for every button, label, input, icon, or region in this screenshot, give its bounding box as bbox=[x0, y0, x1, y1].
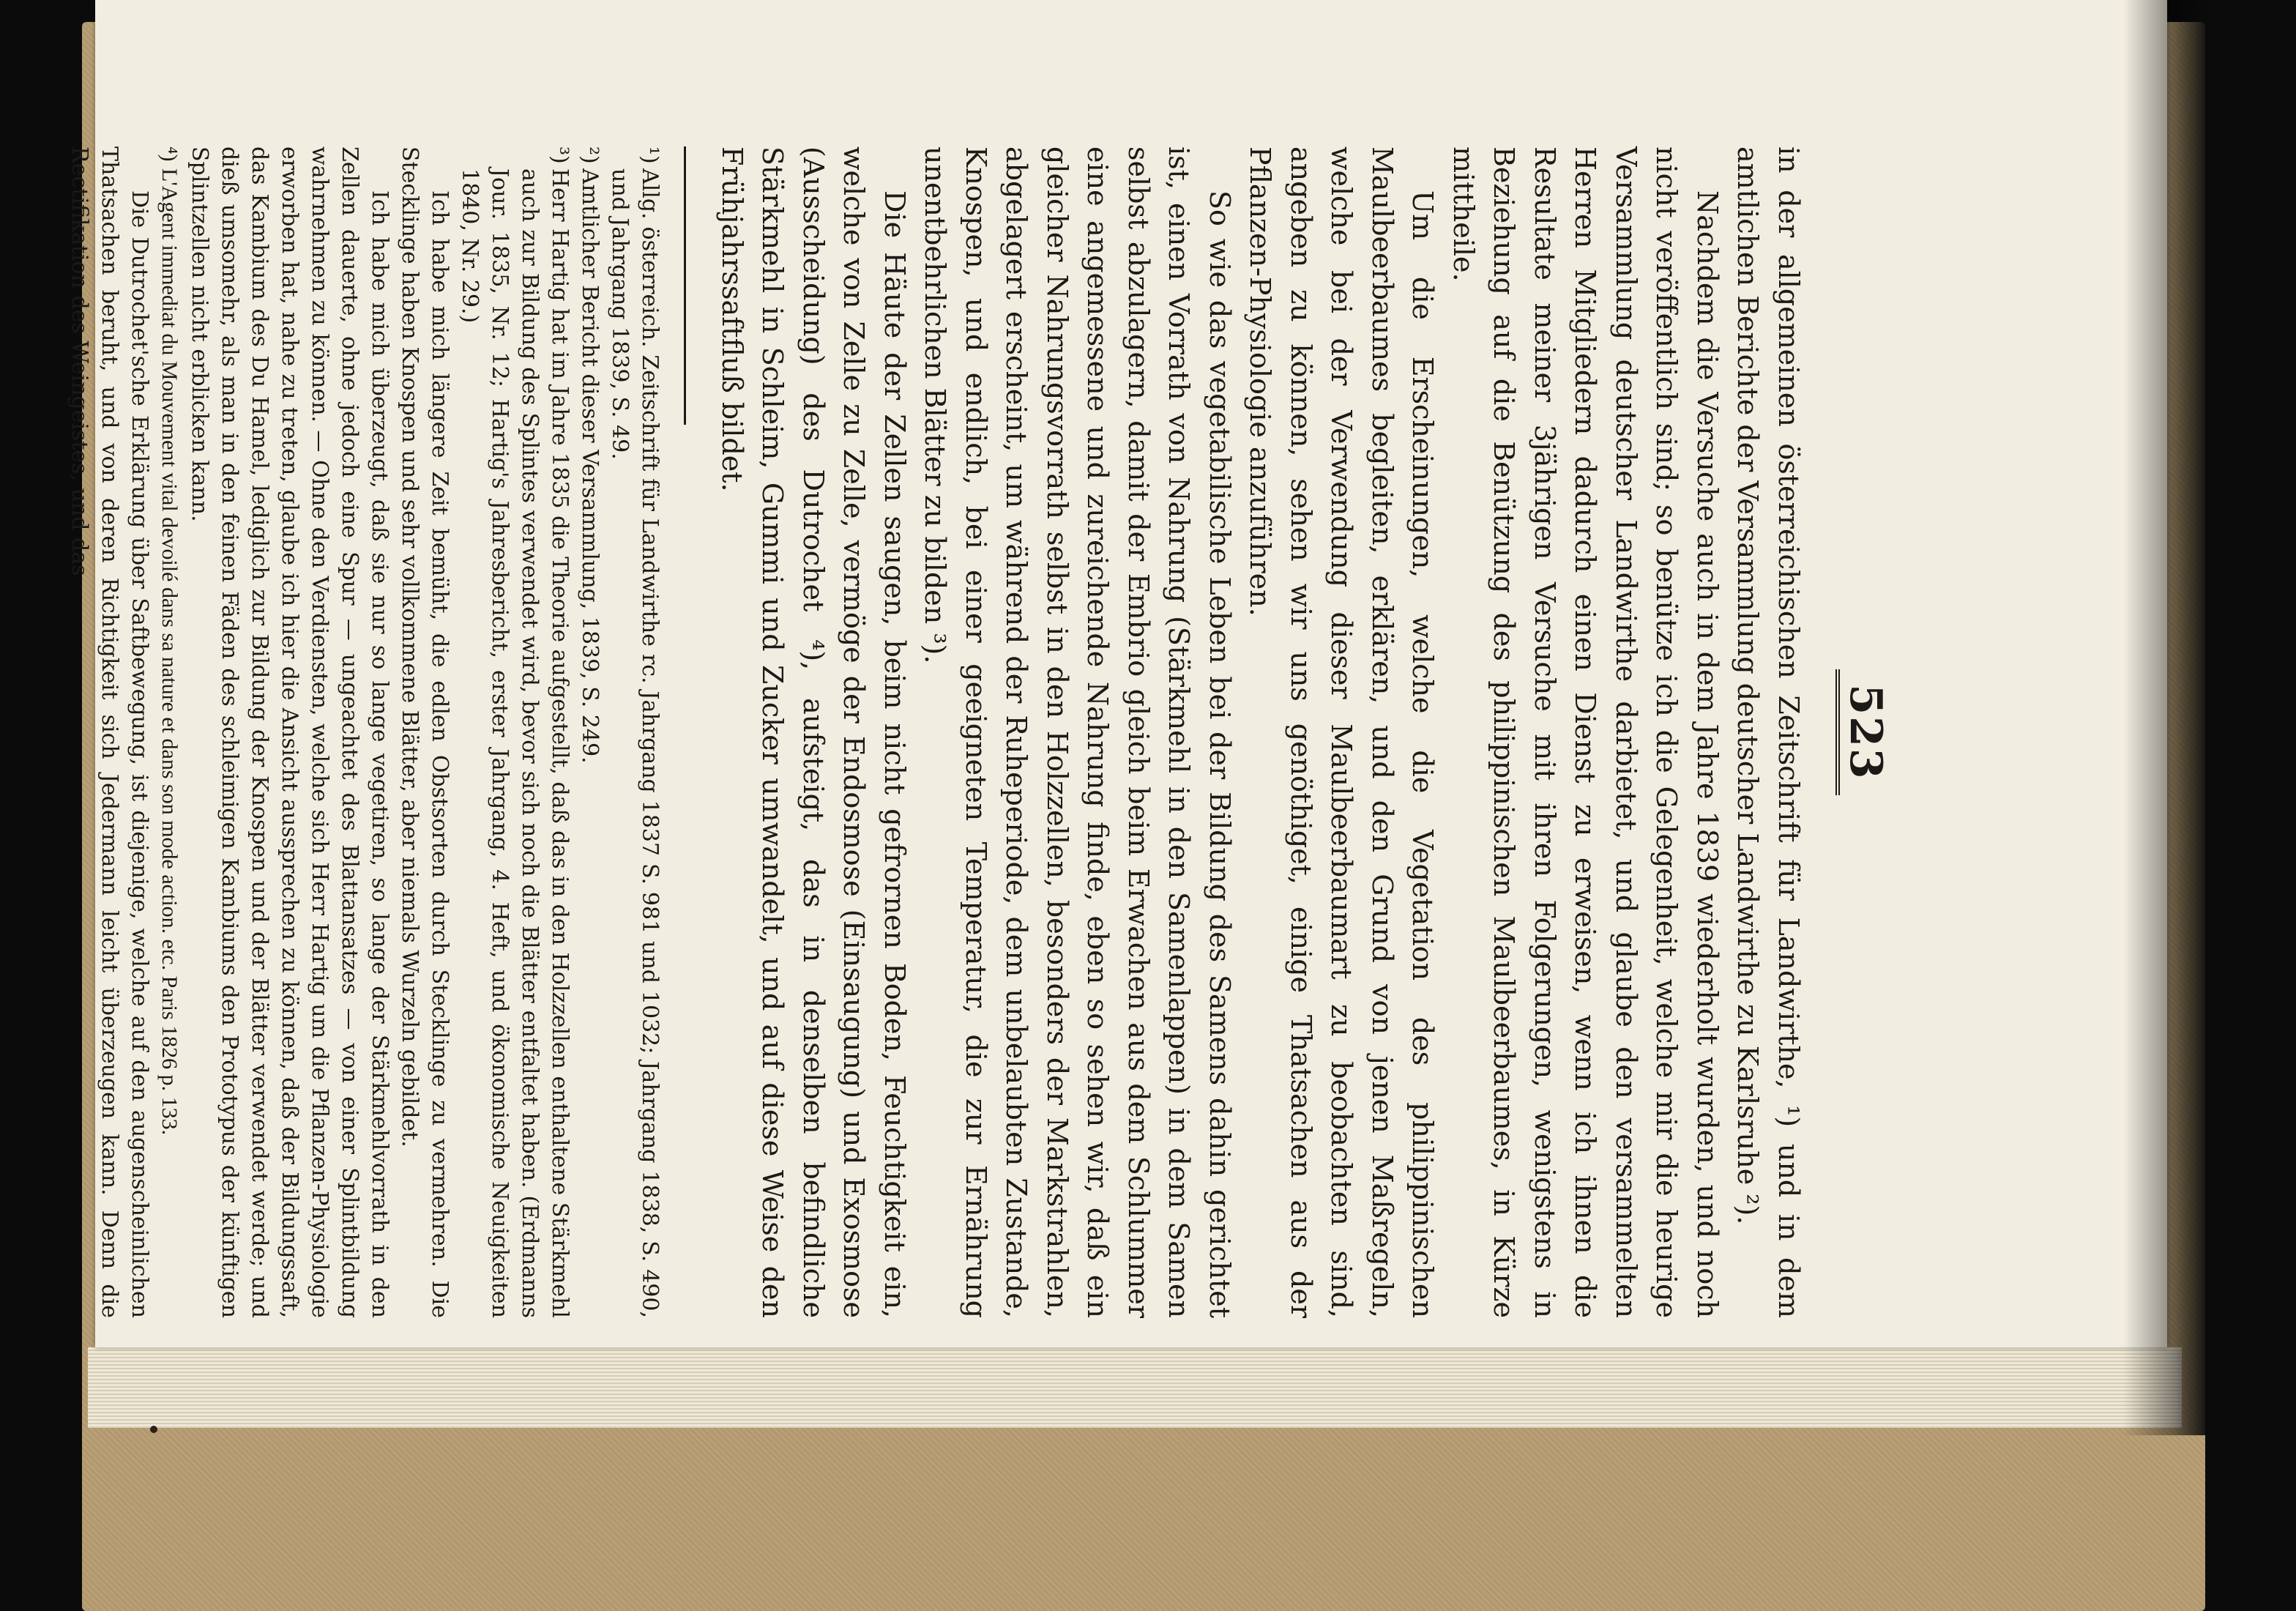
footnote-mark: ³) bbox=[547, 146, 573, 164]
page-header bbox=[1830, 146, 1896, 1318]
body-paragraph: Nachdem die Versuche auch in dem Jahre 1839 wiederholt wurden, und noch nicht veröffentlich sind; so benütze ich die Gelegenheit, welche mir die heurige Versammlung deutscher Landwirthe darbietet, und glaube den versammelten Herren Mitgliedern dadurch einen Dienst zu erweisen, wenn ich ihnen die Resultate meiner 3jährigen Versuche mit ihren Folgerungen, wenigstens in Beziehung auf die Benützung des philippinischen Maulbeerbaumes, in Kürze mittheile. bbox=[1447, 146, 1723, 1318]
footnote-mark: ¹) bbox=[637, 146, 663, 164]
body-paragraph: in der allgemeinen österreichischen Zeitschrift für Landwirthe, ¹) und in dem amtlichen Berichte der Versammlung deutscher Landwirthe zu Karlsruhe ²). bbox=[1732, 146, 1805, 1318]
rotated-text-block bbox=[67, 146, 1896, 1318]
page-edges bbox=[88, 1347, 2182, 1428]
cover-tack bbox=[150, 1426, 157, 1433]
footnote-separator bbox=[685, 146, 687, 425]
footnote-text: Amtlicher Bericht dieser Versammlung, 1839, S. 249. bbox=[577, 168, 603, 764]
footnote-text: L'Agent immediat du Mouvement vital devoilé dans sa nature et dans son mode action. etc. Paris 1826 p. 133. bbox=[157, 168, 182, 1136]
body-paragraph: Um die Erscheinungen, welche die Vegetation des philippinischen Maulbeerbaumes begleiten, erklären, und den Grund von jenen Maßregeln, welche bei der Verwendung dieser Maulbeerbaumart zu beobachten sind, angeben zu können, sehen wir uns genöthiget, einige Thatsachen aus der Pflanzen-Physiologie anzuführen. bbox=[1244, 146, 1439, 1318]
footnote-paragraph: Ich habe mich längere Zeit bemüht, die edlen Obstsorten durch Stecklinge zu vermehren. Die Stecklinge haben Knospen und sehr vollkommene Blätter, aber niemals Wurzeln gebildet. bbox=[397, 146, 453, 1318]
footnote-mark: ⁴) bbox=[157, 146, 182, 162]
page-number: 523 bbox=[1835, 669, 1891, 795]
footnotes bbox=[65, 146, 666, 1318]
footnote-text: Herr Hartig hat im Jahre 1835 die Theorie aufgestellt, daß das in den Holzzellen enthaltene Stärkmehl auch zur Bildung des Splintes verwendet wird, bevor sich noch die Blätter entfaltet haben. (Erdmanns Jour. 1835, Nr. 12; Hartig's Jahresbericht, erster Jahrgang, 4. Heft, und ökonomische Neuigkeiten 1840, Nr. 29.) bbox=[457, 168, 573, 1318]
body-text bbox=[712, 146, 1809, 1318]
footnote-mark: ²) bbox=[577, 146, 603, 164]
footnote bbox=[155, 146, 185, 1318]
footnote-paragraph: Ich habe mich überzeugt, daß sie nur so lange vegetiren, so lange der Stärkmehlvorrath in den Zellen dauerte, ohne jedoch eine Spur — ungeachtet des Blattansatzes — von einer Splintbildung wahrnehmen zu können. — Ohne den Verdiensten, welche sich Herr Hartig um die Pflanzen-Physiologie erworben hat, nahe zu treten, glaube ich hier die Ansicht aussprechen zu können, daß der Bildungssaft, das Kambium des Du Hamel, lediglich zur Bildung der Knospen und der Blätter verwendet werde; und dieß umsomehr, als man in den feinen Fäden des schleimigen Kambiums den Prototypus der künftigen Splintzellen nicht erblicken kann. bbox=[187, 146, 393, 1318]
body-paragraph: Die Häute der Zellen saugen, beim nicht gefrornen Boden, Feuchtigkeit ein, welche von Zelle zu Zelle, vermöge der Endosmose (Einsaugung) und Exosmose (Ausscheidung) des Dutrochet ⁴), aufsteigt, das in denselben befindliche Stärkmehl in Schleim, Gummi und Zucker umwandelt, und auf diese Weise den Frühjahrssaftfluß bildet. bbox=[716, 146, 911, 1318]
footnote-text: Allg. österreich. Zeitschrift für Landwirthe rc. Jahrgang 1837 S. 981 und 1032; Jahrgang 1838, S. 490, und Jahrgang 1839, S. 49. bbox=[607, 168, 663, 1318]
body-paragraph: So wie das vegetabilische Leben bei der Bildung des Samens dahin gerichtet ist, einen Vorrath von Nahrung (Stärkmehl in den Samenlappen) in dem Samen selbst abzulagern, damit der Embrio gleich beim Erwachen aus dem Schlummer eine angemessene und zureichende Nahrung finde, eben so sehen wir, daß ein gleicher Nahrungsvorrath selbst in den Holzzellen, besonders der Markstrahlen, abgelagert erscheint, um während der Ruheperiode, dem unbelaubten Zustande, Knospen, und endlich, bei einer geeigneten Temperatur, die zur Ernährung unentbehrlichen Blätter zu bilden ³). bbox=[919, 146, 1236, 1318]
footnote bbox=[605, 146, 666, 1318]
footnote bbox=[455, 146, 575, 1318]
spine-shadow bbox=[2123, 0, 2211, 1435]
footnote-paragraph: Die Dutrochet'sche Erklärung über Saftbewegung, ist diejenige, welche auf den augenscheinlichen Thatsachen beruht, und von deren Richtigkeit sich Jedermann leicht überzeugen kann. Denn die Rectifikation des Weingeistes, und das bbox=[67, 146, 153, 1318]
footnote bbox=[575, 146, 605, 1318]
